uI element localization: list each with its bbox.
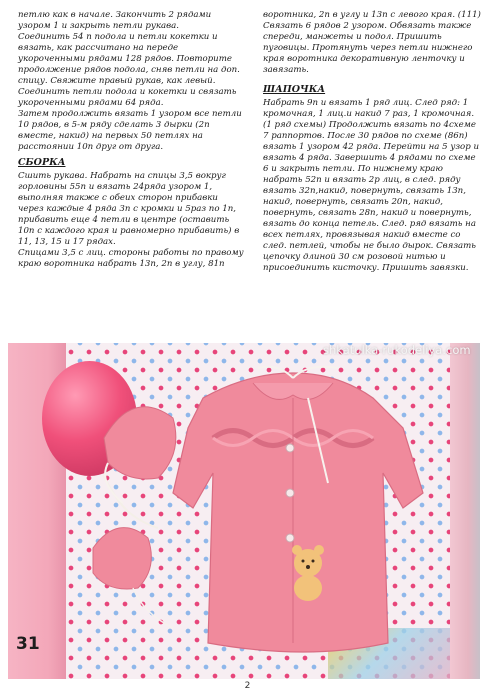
knitted-coat-icon xyxy=(173,367,423,652)
photo-illustration xyxy=(8,343,480,679)
paragraph: Сшить рукава. Набрать на спицы 3,5 вокруг горловины 55п и вязать 24ряда узором 1, выполняя также с обеих сторон прибавки через каждые 4 ряда 3п с кромки и 5раз по 1п, прибавить еще 4 петли в центре (оставить 10п с каждого края и равномерно прибавить) в 11, 13, 15 и 17 рядах. xyxy=(18,171,240,247)
paragraph: Соединить петли подола и кокетки и связать укороченными рядами 64 ряда. xyxy=(18,87,237,108)
section-heading-hat: ШАПОЧКА xyxy=(263,84,326,95)
ribbon-icon xyxy=(103,475,158,528)
paragraph: петлю как в начале. Закончить 2 рядами узором 1 и закрыть петли рукава. xyxy=(18,10,212,31)
bonnet-icon xyxy=(104,407,176,503)
section-heading-assembly: СБОРКА xyxy=(18,157,66,168)
small-bonnet-icon xyxy=(93,528,173,628)
paragraph: Набрать 9п и вязать 1 ряд лиц. След ряд: 1 кромочная, 1 лиц.и накид 7 раз, 1 кромочная. (1 ряд схемы) Продолжить вязать по 4схеме 7 раппортов. После 30 рядов по схеме (86п) вязать 1 узором 42 ряда. Перейти на 5 узор и вязать 4 ряда. Завершить 4 рядами по схеме 6 и закрыть петли. По нижнему краю набрать 52п и вязать 2р лиц, в след. ряду вязать 32п,накид, повернуть, связать 13п, накид, повернуть, связать 20п, накид, повернуть, связать 28п, накид и повернуть, вязать до конца петель. След. ряд вязать на всех петлях, провязывая накид вместе со след. петлей, чтобы не было дырок. Связать цепочку длиной 30 см розовой нитью и присоединить кисточку. Пришить завязки. xyxy=(263,98,479,273)
paragraph: Соединить 54 п подола и петли кокетки и вязать, как рассчитано на переде укороченными рядами 128 рядов. Повторите продолжение рядов подола, сняв петли на доп. спицу. Свяжите правый рукав, как левый. xyxy=(18,32,240,86)
paragraph: Спицами 3,5 с лиц. стороны работы по правому краю воротника набрать 13п, 2п в углу, 81п xyxy=(18,248,244,269)
page-number: 31 xyxy=(16,634,40,654)
paragraph: воротника, 2п в углу и 13п с левого края. (111) Связать 6 рядов 2 узором. Обвязать также спереди, манжеты и подол. Пришить пуговицы. Протянуть через петли нижнего края воротника декоративную ленточку и завязать. xyxy=(263,10,481,75)
left-text-column xyxy=(18,10,244,270)
footer-page-index: 2 xyxy=(244,681,251,691)
watermark: shkatulka-rukodeliya.com xyxy=(323,343,471,357)
paragraph: Затем продолжить вязать 1 узором все петли 10 рядов, в 5-м ряду сделать 3 дырки (2п вместе, накид) на первых 50 петлях на расстоянии 10п друг от друга. xyxy=(18,109,242,152)
right-text-column xyxy=(263,10,481,274)
product-photo xyxy=(8,343,480,679)
